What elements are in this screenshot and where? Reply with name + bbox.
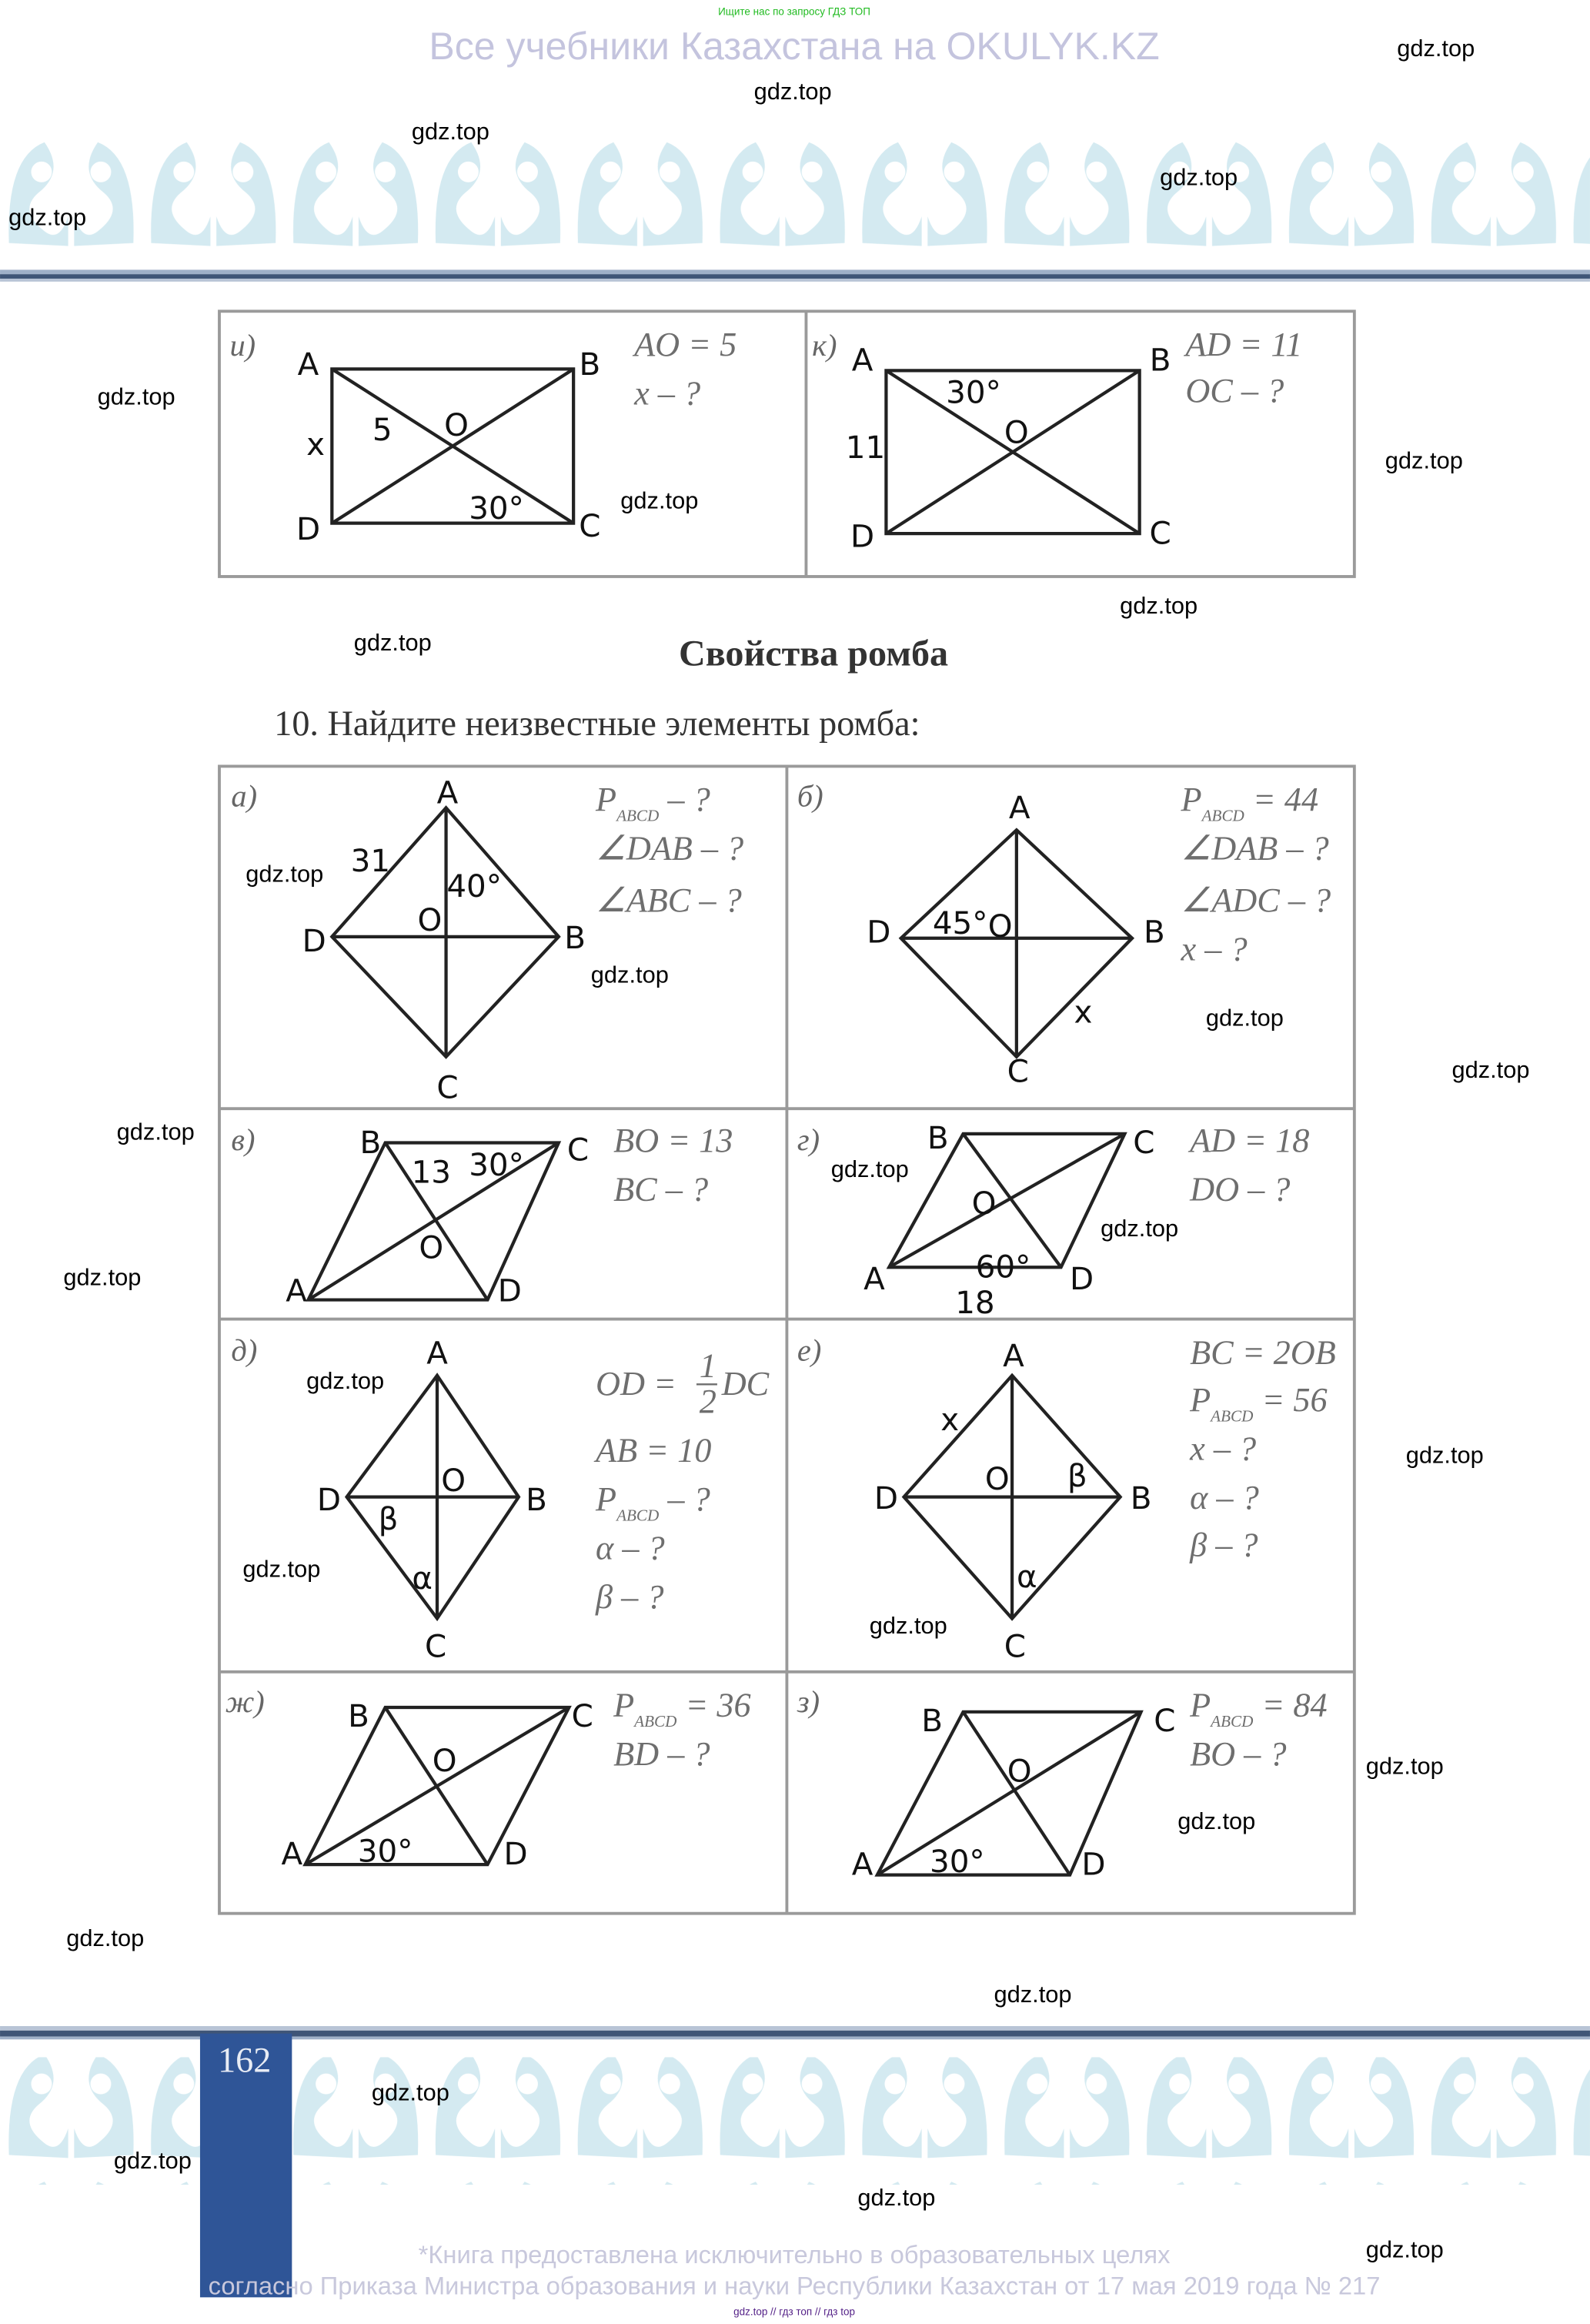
vertex-label: B bbox=[927, 1119, 949, 1157]
footer-note-1: *Книга предоставлена исключительно в образовательных целях bbox=[418, 2240, 1171, 2269]
figure-annotation: β bbox=[378, 1500, 399, 1537]
vertex-label: D bbox=[296, 510, 321, 547]
vertex-label: B bbox=[359, 1123, 382, 1161]
watermark-link[interactable]: gdz.top bbox=[116, 1118, 195, 1145]
panels bbox=[225, 326, 1336, 1883]
bottom-links[interactable]: gdz.top // гдз топ // гдз top bbox=[733, 2306, 855, 2318]
given-condition: x – ? bbox=[634, 374, 701, 413]
watermark-link[interactable]: gdz.top bbox=[8, 203, 87, 231]
watermark-link[interactable]: gdz.top bbox=[1365, 2235, 1444, 2263]
vertex-label: B bbox=[348, 1697, 369, 1735]
figure-annotation: 30° bbox=[946, 373, 1001, 411]
vertex-label: C bbox=[579, 507, 601, 544]
figure-annotation: O bbox=[984, 1460, 1010, 1498]
exercise-panel-i bbox=[229, 326, 737, 547]
vertex-label: A bbox=[1008, 788, 1030, 826]
given-condition: AD = 11 bbox=[1185, 326, 1303, 364]
vertex-label: A bbox=[286, 1272, 307, 1309]
given-condition: OD = bbox=[596, 1364, 676, 1403]
watermark-link[interactable]: gdz.top bbox=[66, 1924, 145, 1952]
panel-letter: з) bbox=[797, 1684, 820, 1719]
exercise-panel-b bbox=[797, 778, 1331, 1089]
given-condition: AD = 18 bbox=[1190, 1122, 1310, 1160]
watermark-link[interactable]: gdz.top bbox=[97, 383, 175, 410]
top-ornament-band bbox=[0, 141, 1590, 269]
footer-note-2: согласно Приказа Министра образования и науки Республики Казахстан от 17 мая 2019 года № 217 bbox=[208, 2271, 1381, 2300]
given-condition: x – ? bbox=[1181, 930, 1248, 968]
given-condition: $P_{ABCD} = 36$ bbox=[613, 1686, 751, 1731]
watermark-link[interactable]: gdz.top bbox=[590, 961, 669, 988]
watermark-link[interactable]: gdz.top bbox=[1385, 446, 1463, 474]
given-condition: BD – ? bbox=[613, 1735, 710, 1774]
vertex-label: A bbox=[436, 774, 459, 811]
vertex-label: C bbox=[1154, 1701, 1176, 1739]
vertex-label: D bbox=[873, 1480, 898, 1517]
fraction-denominator: 2 bbox=[699, 1382, 717, 1420]
watermark-link[interactable]: gdz.top bbox=[1177, 1807, 1256, 1834]
vertex-label: D bbox=[302, 922, 326, 960]
fraction-numerator: 1 bbox=[699, 1346, 717, 1385]
watermark-link[interactable]: gdz.top bbox=[306, 1367, 385, 1395]
top-rule bbox=[0, 269, 1590, 281]
given-condition: AO = 5 bbox=[634, 326, 737, 364]
exercise-panel-k bbox=[812, 326, 1302, 554]
section-title: Свойства ромба bbox=[679, 633, 949, 674]
figure-annotation: 30° bbox=[469, 1145, 524, 1183]
watermark-link[interactable]: gdz.top bbox=[242, 1555, 321, 1583]
given-condition: x – ? bbox=[1190, 1430, 1257, 1468]
figure-annotation: x bbox=[940, 1400, 960, 1438]
figure-annotation: 30° bbox=[930, 1842, 985, 1880]
figure-annotation: 30° bbox=[469, 489, 524, 527]
search-hint[interactable]: Ищите нас по запросу ГДЗ ТОП bbox=[718, 5, 870, 18]
exercise-panel-g bbox=[797, 1119, 1310, 1321]
given-condition: ∠ABC – ? bbox=[596, 881, 742, 920]
given-condition: BO = 13 bbox=[613, 1122, 733, 1160]
figure-annotation: 31 bbox=[350, 842, 391, 880]
given-condition: β – ? bbox=[596, 1578, 664, 1617]
vertex-label: D bbox=[497, 1272, 522, 1309]
watermark-link[interactable]: gdz.top bbox=[1405, 1441, 1484, 1469]
figure-annotation: O bbox=[1007, 1752, 1032, 1790]
task-text: 10. Найдите неизвестные элементы ромба: bbox=[274, 703, 920, 743]
vertex-label: D bbox=[850, 517, 875, 555]
watermark-link[interactable]: gdz.top bbox=[1205, 1004, 1284, 1032]
given-condition: α – ? bbox=[596, 1529, 665, 1567]
vertex-label: C bbox=[436, 1068, 459, 1106]
given-condition: $P_{ABCD}$ – ? bbox=[596, 781, 710, 825]
watermark-link[interactable]: gdz.top bbox=[63, 1263, 142, 1291]
exercise-panel-v bbox=[231, 1122, 733, 1309]
watermark-link[interactable]: gdz.top bbox=[411, 117, 489, 145]
given-condition: OC – ? bbox=[1185, 371, 1284, 410]
vertex-label: D bbox=[503, 1835, 528, 1873]
figure-annotation: β bbox=[1067, 1457, 1087, 1495]
vertex-label: A bbox=[426, 1334, 448, 1372]
figure-annotation: α bbox=[1016, 1558, 1037, 1596]
figure-annotation: O bbox=[432, 1741, 457, 1779]
vertex-label: D bbox=[1081, 1845, 1106, 1883]
panel-letter: е) bbox=[797, 1333, 822, 1368]
figure-annotation: O bbox=[417, 901, 443, 939]
given-condition: BO – ? bbox=[1190, 1735, 1287, 1774]
watermark-link[interactable]: gdz.top bbox=[1160, 163, 1238, 191]
panel-letter: в) bbox=[231, 1122, 256, 1158]
figure-annotation: 45° bbox=[932, 904, 988, 941]
vertex-label: A bbox=[851, 341, 873, 379]
watermark-link[interactable]: gdz.top bbox=[1101, 1214, 1179, 1242]
figure-annotation: O bbox=[1004, 413, 1029, 451]
vertex-label: B bbox=[564, 919, 586, 957]
watermark-link[interactable]: gdz.top bbox=[1365, 1752, 1444, 1780]
given-condition: BC – ? bbox=[613, 1170, 709, 1209]
figure-annotation: 13 bbox=[411, 1153, 452, 1191]
watermark-link[interactable]: gdz.top bbox=[994, 1981, 1072, 2008]
given-condition: α – ? bbox=[1190, 1479, 1259, 1517]
given-condition: $P_{ABCD} = 84$ bbox=[1190, 1686, 1328, 1731]
vertex-label: D bbox=[867, 913, 891, 951]
vertex-label: C bbox=[571, 1697, 593, 1735]
figure-annotation: 60° bbox=[975, 1248, 1031, 1286]
given-condition: ∠DAB – ? bbox=[596, 829, 744, 868]
watermark-link[interactable]: gdz.top bbox=[1120, 592, 1198, 620]
watermark-link[interactable]: gdz.top bbox=[246, 860, 324, 888]
panel-letter: к) bbox=[812, 328, 837, 363]
vertex-label: C bbox=[1004, 1627, 1027, 1665]
site-title[interactable]: Все учебники Казахстана на OKULYK.KZ bbox=[429, 25, 1160, 69]
given-condition: β – ? bbox=[1190, 1526, 1258, 1564]
figure-annotation: x bbox=[1074, 993, 1093, 1031]
figure-annotation: 5 bbox=[372, 410, 392, 448]
given-condition: $P_{ABCD} = 44$ bbox=[1181, 781, 1319, 825]
vertex-label: B bbox=[526, 1480, 547, 1518]
panel-letter: ж) bbox=[225, 1684, 265, 1719]
vertex-label: A bbox=[851, 1845, 873, 1883]
exercise-panel-z bbox=[797, 1684, 1328, 1883]
vertex-label: A bbox=[863, 1260, 885, 1298]
exercise-panel-zh bbox=[225, 1684, 751, 1872]
figure-annotation: x bbox=[306, 426, 326, 463]
figure-annotation: O bbox=[971, 1184, 997, 1222]
vertex-label: A bbox=[297, 346, 319, 383]
page-number: 162 bbox=[218, 2040, 272, 2080]
watermark-link[interactable]: gdz.top bbox=[353, 629, 432, 657]
vertex-label: B bbox=[579, 346, 601, 383]
figure-annotation: 18 bbox=[955, 1283, 995, 1321]
figure-annotation: 11 bbox=[845, 428, 886, 466]
figure-annotation: 30° bbox=[357, 1832, 413, 1870]
vertex-label: C bbox=[1007, 1052, 1029, 1090]
watermark-link[interactable]: gdz.top bbox=[1397, 35, 1475, 62]
given-condition: BC = 2OB bbox=[1190, 1333, 1336, 1372]
vertex-label: B bbox=[1149, 341, 1171, 379]
panel-letter: а) bbox=[231, 778, 258, 814]
vertex-label: D bbox=[316, 1480, 342, 1518]
watermark-link[interactable]: gdz.top bbox=[371, 2078, 449, 2106]
figure-annotation: O bbox=[444, 406, 469, 444]
vertex-label: B bbox=[1130, 1480, 1152, 1517]
given-condition: DO – ? bbox=[1190, 1170, 1291, 1209]
given-condition: $P_{ABCD} = 56$ bbox=[1190, 1380, 1328, 1426]
vertex-label: C bbox=[1133, 1123, 1155, 1161]
exercise-panel-a bbox=[231, 774, 743, 1106]
vertex-label: B bbox=[921, 1701, 943, 1739]
figure-annotation: O bbox=[987, 907, 1013, 945]
vertex-label: B bbox=[1144, 913, 1165, 951]
watermark-link[interactable]: gdz.top bbox=[830, 1155, 909, 1182]
panel-letter: г) bbox=[797, 1122, 820, 1158]
given-condition: ∠ADC – ? bbox=[1181, 881, 1331, 920]
vertex-label: C bbox=[566, 1131, 590, 1169]
vertex-label: A bbox=[1003, 1337, 1024, 1375]
vertex-label: A bbox=[281, 1835, 303, 1873]
watermark-link[interactable]: gdz.top bbox=[1451, 1055, 1530, 1083]
figure-annotation: 40° bbox=[446, 867, 502, 905]
watermark-link[interactable]: gdz.top bbox=[753, 78, 832, 105]
fraction-rest: DC bbox=[721, 1364, 770, 1403]
figure-annotation: O bbox=[419, 1229, 444, 1266]
vertex-label: D bbox=[1069, 1260, 1094, 1298]
vertex-label: C bbox=[424, 1627, 447, 1665]
panel-letter: д) bbox=[231, 1333, 258, 1368]
watermark-link[interactable]: gdz.top bbox=[620, 487, 699, 514]
watermark-link[interactable]: gdz.top bbox=[857, 2183, 936, 2211]
panel-letter: б) bbox=[797, 778, 823, 814]
vertex-label: C bbox=[1149, 514, 1171, 552]
given-condition: $P_{ABCD}$ – ? bbox=[596, 1480, 710, 1525]
panel-letter: и) bbox=[229, 328, 256, 363]
watermark-link[interactable]: gdz.top bbox=[113, 2146, 192, 2174]
watermark-link[interactable]: gdz.top bbox=[869, 1611, 947, 1639]
given-condition: AB = 10 bbox=[596, 1431, 712, 1470]
figure-annotation: O bbox=[441, 1461, 466, 1499]
figure-annotation: α bbox=[412, 1560, 433, 1597]
given-condition: ∠DAB – ? bbox=[1181, 829, 1329, 868]
